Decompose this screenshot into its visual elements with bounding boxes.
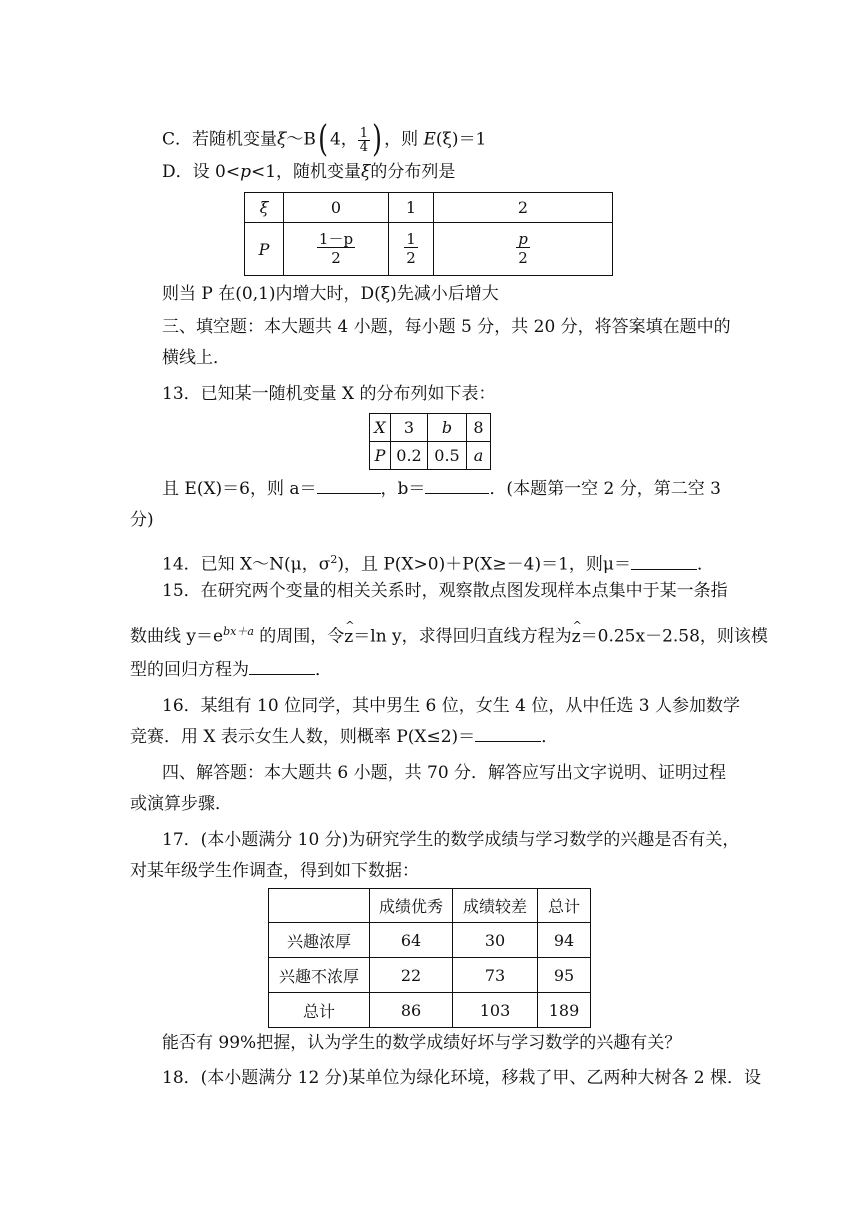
- section-4-heading-cont: 或演算步骤．: [130, 794, 232, 814]
- answer-blank-probability[interactable]: [475, 725, 541, 742]
- cell-8: 8: [467, 414, 491, 442]
- q15-exponent: bx＋a: [223, 625, 254, 638]
- option-d-c: 的分布列是: [370, 162, 456, 182]
- q15-line3: [130, 658, 332, 682]
- q16-a: 竞赛．用 X 表示女生人数，则概率 P(X≤2)＝: [130, 727, 476, 747]
- section-3-heading-cont: 横线上．: [162, 348, 230, 368]
- expectation-e: E: [423, 129, 436, 150]
- cell-p: P: [370, 442, 391, 470]
- q13-line3: 分): [130, 510, 154, 530]
- cell-a: a: [467, 442, 491, 470]
- cell-2: 2: [434, 193, 613, 223]
- cell-3: 3: [391, 414, 428, 442]
- section-4-heading: 四、解答题：本大题共 6 小题，共 70 分．解答应写出文字说明、证明过程: [162, 763, 727, 783]
- cell-frac-2: [389, 223, 434, 276]
- left-paren: (: [317, 119, 328, 160]
- table-cell: 73: [453, 958, 538, 993]
- table-cell: 94: [538, 923, 591, 958]
- q13-line2: [162, 477, 721, 501]
- cell-1: 1: [389, 193, 434, 223]
- table-cell: 86: [370, 993, 453, 1028]
- table-cell: 22: [370, 958, 453, 993]
- cell-0-5: 0.5: [428, 442, 467, 470]
- fraction: [404, 232, 418, 266]
- option-d-b: <1，随机变量: [250, 162, 362, 182]
- q15-b: 的周围，令: [253, 626, 345, 647]
- q16-line1: 16．某组有 10 位同学，其中男生 6 位，女生 4 位，从中任选 3 人参加数学: [162, 696, 740, 716]
- xi-symbol: ξ: [277, 129, 287, 150]
- option-c-prefix: C．若随机变量: [162, 129, 278, 150]
- row-label: 兴趣不浓厚: [269, 958, 370, 993]
- cell-frac-1: [284, 223, 389, 276]
- xi-distribution-table: [244, 192, 613, 276]
- z-hat-2: ^ z: [572, 625, 581, 649]
- option-c-result: ＝1: [458, 129, 487, 150]
- z-hat-1: ^ z: [344, 625, 353, 649]
- q15-f: ．: [315, 660, 332, 680]
- option-d-a: D．设 0<: [162, 162, 241, 182]
- q15-e: 型的回归方程为: [130, 660, 249, 680]
- cell-p: P: [245, 223, 284, 276]
- q14-c: ．: [696, 554, 714, 575]
- table-cell: 103: [453, 993, 538, 1028]
- q17-line2: 对某年级学生作调查，得到如下数据：: [130, 861, 419, 881]
- q16-b: ．: [541, 727, 559, 747]
- xi-symbol: ξ: [361, 162, 371, 182]
- q14-a: 14．已知 X～N(μ，σ: [162, 554, 331, 575]
- cell-xi: ξ: [245, 193, 284, 223]
- p-symbol: p: [240, 162, 251, 182]
- expectation-arg: (ξ): [435, 129, 459, 150]
- section-3-heading: 三、填空题：本大题共 4 小题，每小题 5 分，共 20 分，将答案填在题中的: [162, 317, 731, 337]
- q15-c: ＝ln y，求得回归直线方程为: [353, 626, 572, 647]
- header-total: 总计: [538, 889, 591, 923]
- table-cell: 30: [453, 923, 538, 958]
- frac-numerator: 1: [359, 125, 369, 141]
- q15-a: 数曲线 y＝e: [130, 626, 224, 647]
- q14: [162, 548, 714, 577]
- cell-0: 0: [284, 193, 389, 223]
- q14-sup: 2: [330, 553, 338, 566]
- option-d: [162, 160, 455, 184]
- q13-b: ，b＝: [380, 479, 426, 499]
- frac-denominator: 2: [406, 249, 416, 267]
- frac-denominator: 2: [331, 249, 341, 267]
- option-c: [162, 119, 487, 160]
- row-label: 兴趣浓厚: [269, 923, 370, 958]
- frac-denominator: 2: [518, 249, 528, 267]
- binomial-symbol: ～B: [286, 129, 316, 150]
- binomial-n: 4，: [329, 129, 358, 150]
- option-d-conclusion: 则当 P 在(0,1)内增大时，D(ξ)先减小后增大: [162, 284, 499, 304]
- cell-0-2: 0.2: [391, 442, 428, 470]
- header-poor: 成绩较差: [453, 889, 538, 923]
- row-label: 总计: [269, 993, 370, 1028]
- table-cell: 64: [370, 923, 453, 958]
- cell-frac-3: [434, 223, 613, 276]
- q18-line1: 18．(本小题满分 12 分)某单位为绿化环境，移栽了甲、乙两种大树各 2 棵．设: [162, 1068, 761, 1088]
- answer-blank-a[interactable]: [317, 477, 381, 494]
- q15-d: ＝0.25x－2.58，则该模: [580, 626, 768, 647]
- frac-denominator: 4: [359, 139, 369, 155]
- fraction: [516, 232, 530, 266]
- answer-blank-b[interactable]: [425, 477, 489, 494]
- q14-b: )，且 P(X>0)＋P(X≥－4)＝1，则μ＝: [337, 554, 631, 575]
- header-empty: [269, 889, 370, 923]
- table-cell: 189: [538, 993, 591, 1028]
- survey-table: [268, 888, 591, 1028]
- frac-numerator: 1－p: [318, 230, 354, 248]
- answer-blank-regression[interactable]: [249, 658, 315, 675]
- cell-b: b: [428, 414, 467, 442]
- frac-numerator: p: [518, 230, 528, 248]
- x-distribution-table: [369, 413, 491, 470]
- q13-ex: 且 E(X)＝6，则 a＝: [162, 479, 317, 499]
- frac-numerator: 1: [406, 230, 416, 248]
- table-cell: 95: [538, 958, 591, 993]
- q17-line1: 17．(本小题满分 10 分)为研究学生的数学成绩与学习数学的兴趣是否有关，: [162, 830, 740, 850]
- right-paren: ): [372, 119, 382, 160]
- answer-blank-mu[interactable]: [631, 553, 697, 570]
- binomial-p-fraction: [358, 127, 370, 154]
- q15-line1: 15．在研究两个变量的相关关系时，观察散点图发现样本点集中于某一条指: [162, 581, 728, 601]
- header-excellent: 成绩优秀: [370, 889, 453, 923]
- q16-line2: [130, 725, 558, 749]
- q15-line2: [130, 620, 768, 649]
- q17-question: 能否有 99%把握，认为学生的数学成绩好坏与学习数学的兴趣有关？: [162, 1033, 682, 1053]
- fraction: [317, 232, 355, 266]
- q13-stem: 13．已知某一随机变量 X 的分布列如下表：: [162, 384, 496, 404]
- cell-x: X: [370, 414, 391, 442]
- option-c-then: ，则: [384, 129, 424, 150]
- q13-note: ．(本题第一空 2 分，第二空 3: [489, 479, 721, 499]
